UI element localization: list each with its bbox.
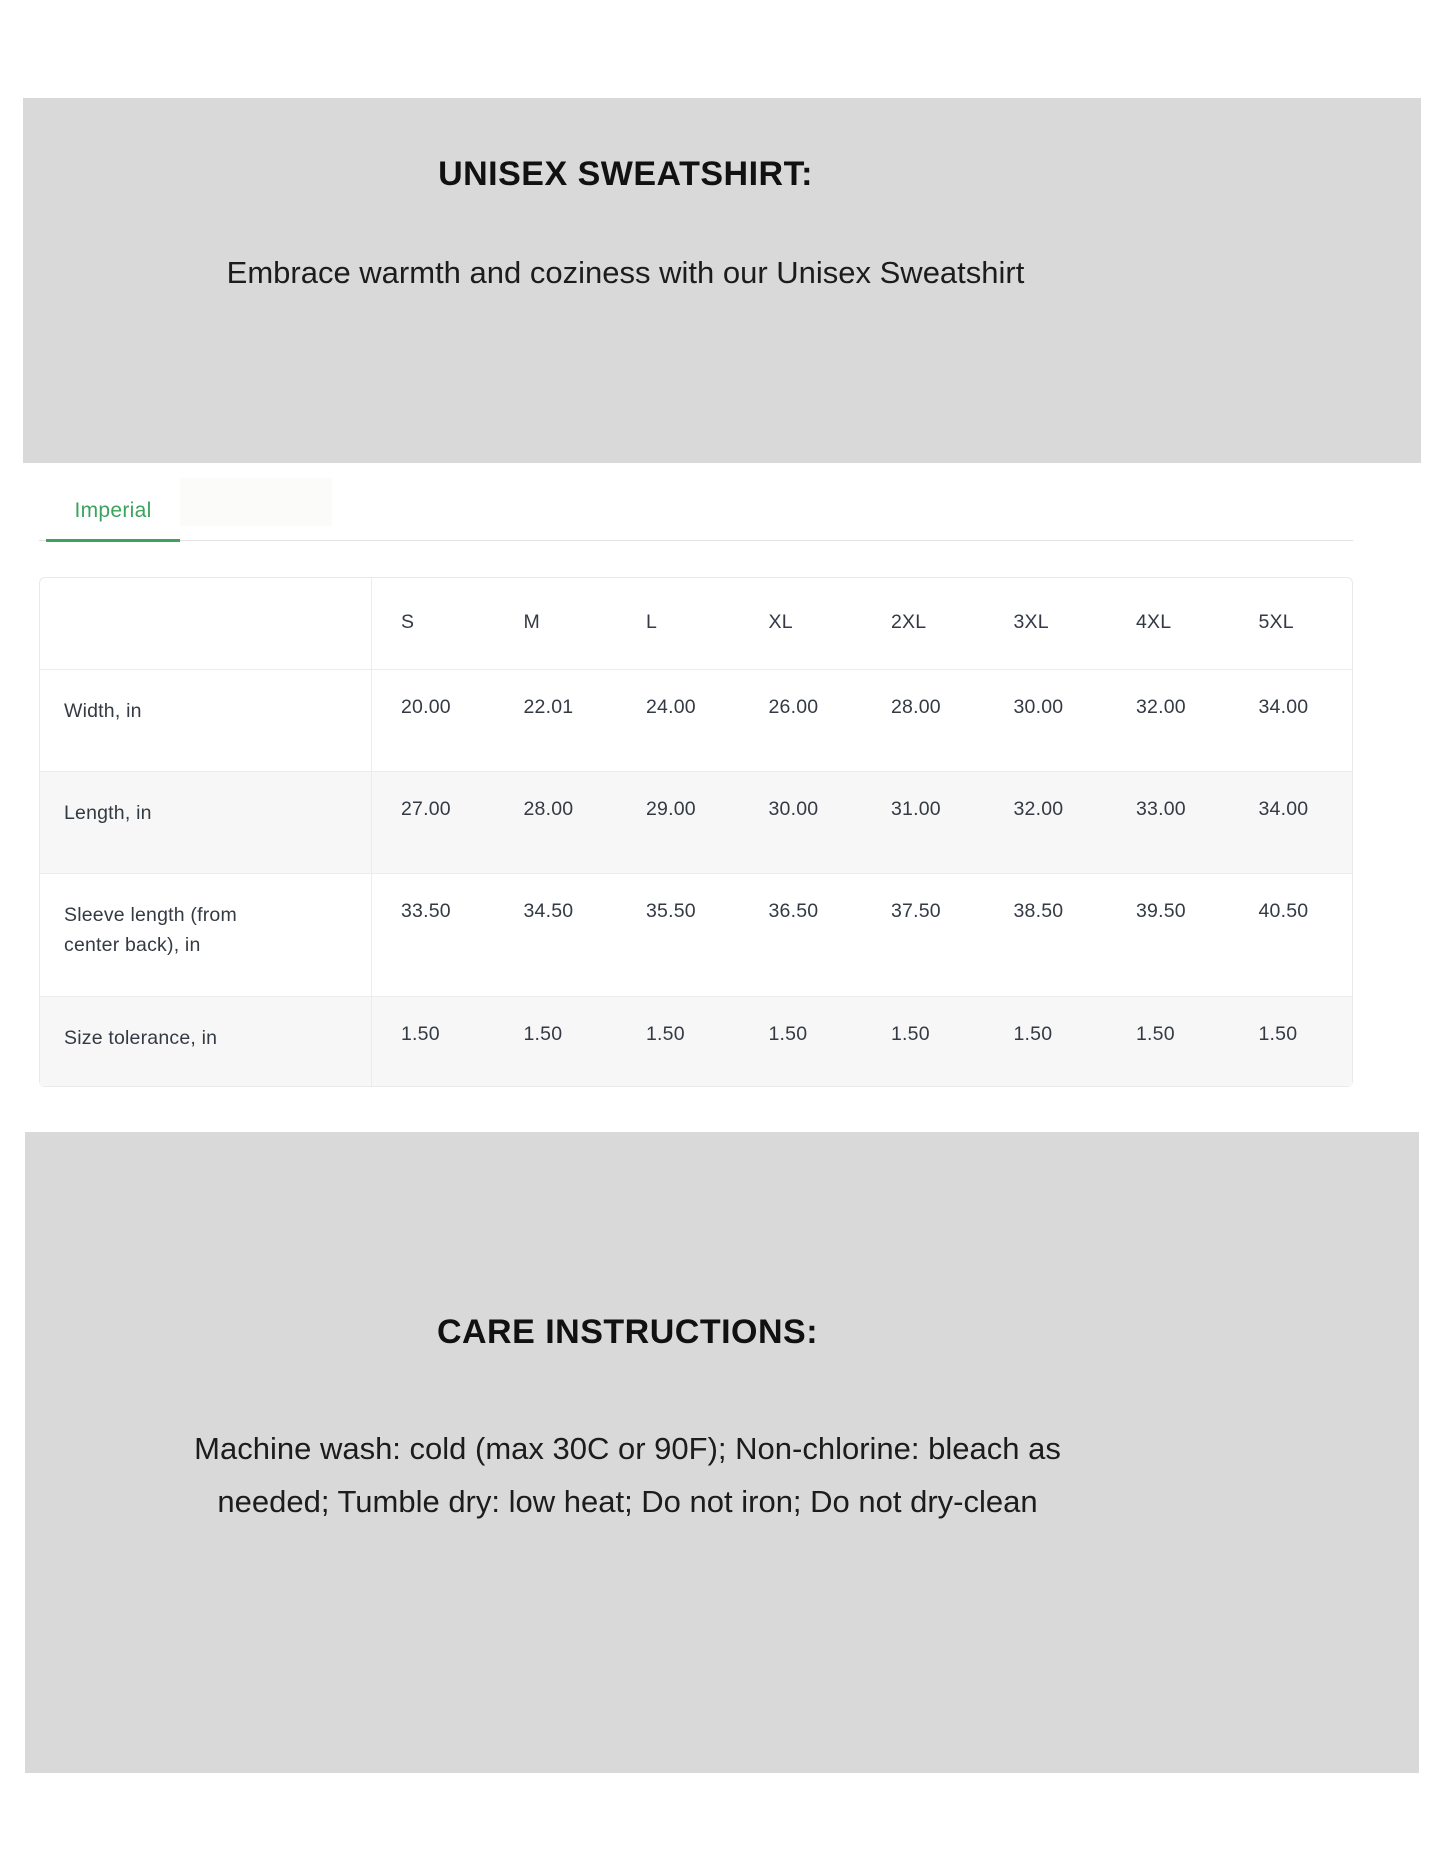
size-column-header: 4XL xyxy=(1136,611,1172,633)
size-value-cell: 1.50 xyxy=(617,996,740,1086)
size-value-cell: 28.00 xyxy=(495,771,618,873)
size-value-cell: 34.00 xyxy=(1230,771,1353,873)
size-value-cell: 28.00 xyxy=(862,669,985,771)
size-value-cell: 29.00 xyxy=(617,771,740,873)
size-table-row xyxy=(40,873,1352,996)
size-column-header: 5XL xyxy=(1258,611,1294,633)
size-column-header: M xyxy=(523,611,540,633)
size-value-cell: 38.50 xyxy=(985,873,1108,996)
size-value-cell: 33.50 xyxy=(372,873,495,996)
size-table-row xyxy=(40,996,1352,1086)
size-chart-table xyxy=(39,577,1353,1087)
tab-imperial[interactable]: Imperial xyxy=(46,499,180,542)
size-column-header: 2XL xyxy=(891,611,927,633)
size-value-cell: 32.00 xyxy=(985,771,1108,873)
size-table-body xyxy=(40,669,1352,1086)
size-value-cell: 26.00 xyxy=(740,669,863,771)
care-instructions-panel xyxy=(25,1132,1419,1773)
size-value-cell: 1.50 xyxy=(1230,996,1353,1086)
size-row-label: Width, in xyxy=(40,669,372,771)
size-value-cell: 1.50 xyxy=(985,996,1108,1086)
care-title: CARE INSTRUCTIONS: xyxy=(436,1313,819,1351)
care-body xyxy=(25,1422,1230,1528)
care-body-line: Machine wash: cold (max 30C or 90F); Non-chlorine: bleach as xyxy=(194,1431,1061,1466)
care-body-line: needed; Tumble dry: low heat; Do not iron; Do not dry-clean xyxy=(217,1484,1038,1519)
size-column-header: 3XL xyxy=(1013,611,1049,633)
size-row-label: Length, in xyxy=(40,771,372,873)
size-value-cell: 37.50 xyxy=(862,873,985,996)
size-value-cell: 1.50 xyxy=(372,996,495,1086)
size-value-cell: 1.50 xyxy=(862,996,985,1086)
size-value-cell: 36.50 xyxy=(740,873,863,996)
size-value-cell: 22.01 xyxy=(495,669,618,771)
size-value-cell: 31.00 xyxy=(862,771,985,873)
size-value-cell: 24.00 xyxy=(617,669,740,771)
size-value-cell: 39.50 xyxy=(1107,873,1230,996)
size-table-header-row xyxy=(40,578,1352,669)
size-row-label: Size tolerance, in xyxy=(40,996,372,1086)
size-table-row xyxy=(40,771,1352,873)
size-value-cell: 32.00 xyxy=(1107,669,1230,771)
size-column-header: L xyxy=(646,611,658,633)
product-subtitle: Embrace warmth and coziness with our Unisex Sweatshirt xyxy=(226,255,1025,290)
size-table-corner-cell xyxy=(40,578,372,669)
size-value-cell: 1.50 xyxy=(1107,996,1230,1086)
units-tab-bar xyxy=(39,480,1353,541)
size-value-cell: 34.00 xyxy=(1230,669,1353,771)
product-title: UNISEX SWEATSHIRT: xyxy=(438,155,813,193)
size-value-cell: 34.50 xyxy=(495,873,618,996)
size-row-label: Sleeve length (from center back), in xyxy=(40,873,372,996)
size-column-header: S xyxy=(401,611,415,633)
size-value-cell: 30.00 xyxy=(985,669,1108,771)
tab-metric-ghost[interactable] xyxy=(180,478,332,526)
size-value-cell: 27.00 xyxy=(372,771,495,873)
product-description-panel xyxy=(23,98,1421,463)
size-value-cell: 1.50 xyxy=(495,996,618,1086)
size-table-row xyxy=(40,669,1352,771)
size-value-cell: 40.50 xyxy=(1230,873,1353,996)
size-column-header: XL xyxy=(768,611,793,633)
size-value-cell: 35.50 xyxy=(617,873,740,996)
size-value-cell: 20.00 xyxy=(372,669,495,771)
size-value-cell: 33.00 xyxy=(1107,771,1230,873)
size-value-cell: 1.50 xyxy=(740,996,863,1086)
size-value-cell: 30.00 xyxy=(740,771,863,873)
